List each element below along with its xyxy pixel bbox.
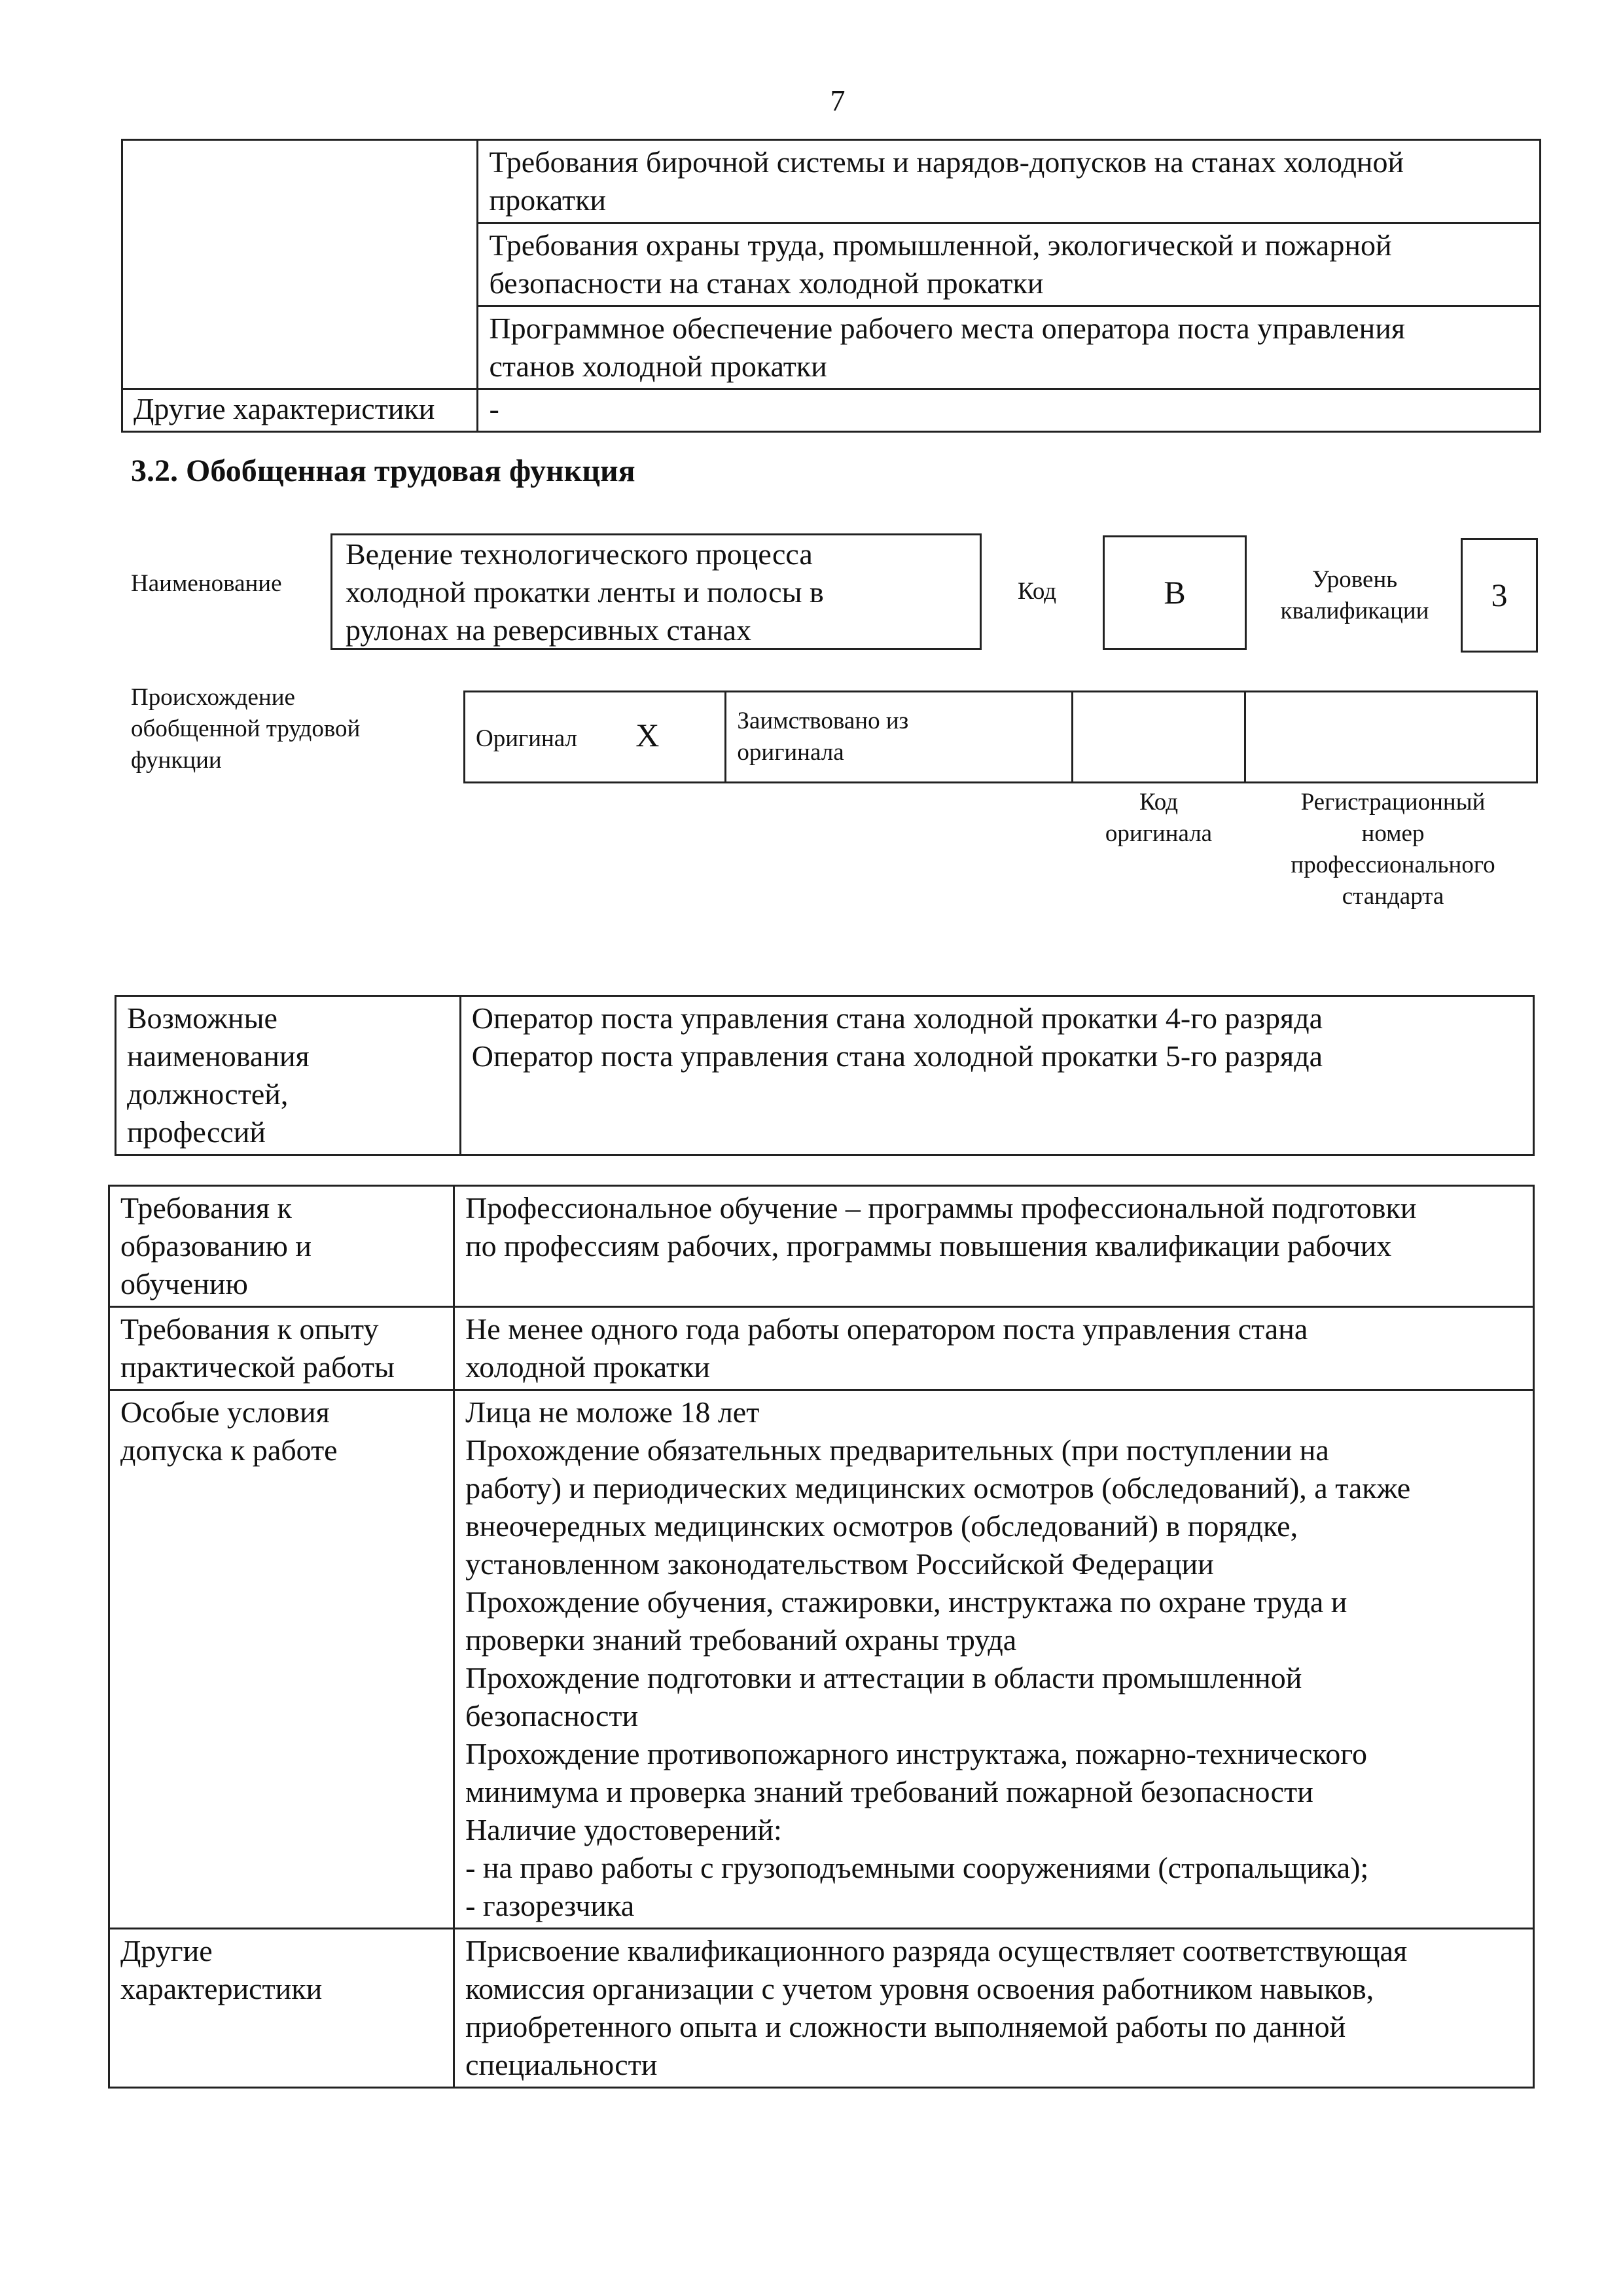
caption-line: Код — [1139, 789, 1179, 816]
cell-line: Требования бирочной системы и нарядов-допусков на станах холодной — [489, 145, 1404, 179]
table-row — [122, 140, 1541, 223]
borrowed-cell — [726, 692, 1072, 783]
top-table-cell — [478, 140, 1541, 223]
other-characteristics-label: Другие характеристики — [122, 389, 478, 432]
value-line: Профессиональное обучение – программы профессиональной подготовки — [465, 1191, 1417, 1225]
positions-table — [115, 995, 1535, 1156]
value-line: холодной прокатки — [465, 1350, 711, 1384]
cell-line: Требования охраны труда, промышленной, экологической и пожарной — [489, 228, 1392, 262]
level-label-line: Уровень — [1311, 566, 1398, 593]
original-label: Оригинал — [476, 725, 578, 752]
value-line: по профессиям рабочих, программы повышения квалификации рабочих — [465, 1229, 1392, 1263]
value-line: Прохождение противопожарного инструктажа, пожарно-технического — [465, 1737, 1367, 1770]
value-line: - на право работы с грузоподъемными сооружениями (стропальщика); — [465, 1851, 1369, 1884]
caption-line: профессионального — [1291, 852, 1495, 878]
label-line: Требования к — [120, 1191, 292, 1225]
original-code-cell — [1072, 692, 1245, 783]
label-line: практической работы — [120, 1350, 395, 1384]
requirement-value — [454, 1186, 1534, 1307]
caption-registration-number — [1247, 787, 1539, 912]
level-label-line: квалификации — [1280, 598, 1429, 624]
caption-line: Регистрационный — [1300, 789, 1486, 816]
cell-line: Программное обеспечение рабочего места оператора поста управления — [489, 312, 1406, 345]
borrowed-line: оригинала — [737, 739, 844, 766]
cell-line: станов холодной прокатки — [489, 350, 827, 383]
value-line: Не менее одного года работы оператором поста управления стана — [465, 1312, 1308, 1346]
value-line: работу) и периодических медицинских осмотров (обследований), а также — [465, 1471, 1411, 1505]
label-line: Другие — [120, 1934, 213, 1967]
requirement-label — [109, 1929, 454, 2088]
position-item: Оператор поста управления стана холодной прокатки 5-го разряда — [471, 1039, 1323, 1073]
table-row — [116, 996, 1534, 1155]
code-value: B — [1164, 574, 1186, 611]
table-row — [109, 1307, 1534, 1390]
origin-label-line: Происхождение — [131, 684, 295, 711]
label-line: наименования — [127, 1039, 310, 1073]
table-row — [109, 1390, 1534, 1929]
level-value: 3 — [1491, 577, 1508, 613]
original-mark: X — [635, 717, 660, 753]
name-line: рулонах на реверсивных станах — [346, 613, 751, 647]
requirements-table — [108, 1185, 1535, 2089]
value-line: специальности — [465, 2048, 658, 2081]
origin-label-line: обобщенной трудовой — [131, 715, 361, 742]
table-row — [465, 692, 1537, 783]
value-line: Прохождение обязательных предварительных (при поступлении на — [465, 1433, 1329, 1467]
table-row — [122, 389, 1541, 432]
positions-label — [116, 996, 461, 1155]
label-line: профессий — [127, 1115, 266, 1149]
requirement-value — [454, 1307, 1534, 1390]
level-value-box — [1461, 538, 1538, 653]
function-name-box — [330, 533, 982, 650]
caption-line: оригинала — [1105, 820, 1213, 847]
top-table-cell — [478, 306, 1541, 389]
label-line: должностей, — [127, 1077, 289, 1111]
value-line: установленном законодательством Российской Федерации — [465, 1547, 1214, 1581]
top-table-empty-cell — [122, 140, 478, 389]
code-label: Код — [1018, 578, 1057, 605]
label-line: допуска к работе — [120, 1433, 338, 1467]
origin-label-line: функции — [131, 747, 222, 774]
origin-label — [131, 682, 360, 776]
label-line: обучению — [120, 1267, 248, 1300]
value-line: Прохождение подготовки и аттестации в области промышленной — [465, 1661, 1302, 1695]
label-line: Требования к опыту — [120, 1312, 379, 1346]
requirement-value — [454, 1390, 1534, 1929]
table-row — [109, 1929, 1534, 2088]
requirement-label — [109, 1186, 454, 1307]
label-line: образованию и — [120, 1229, 312, 1263]
top-table — [121, 139, 1541, 433]
label-line: характеристики — [120, 1972, 323, 2005]
table-row — [109, 1186, 1534, 1307]
other-characteristics-value: - — [478, 389, 1541, 432]
value-line: проверки знаний требований охраны труда — [465, 1623, 1017, 1657]
value-line: Лица не моложе 18 лет — [465, 1395, 760, 1429]
requirement-value — [454, 1929, 1534, 2088]
caption-line: номер — [1361, 820, 1425, 847]
cell-line: прокатки — [489, 183, 607, 217]
requirement-label — [109, 1307, 454, 1390]
value-line: Прохождение обучения, стажировки, инструктажа по охране труда и — [465, 1585, 1347, 1619]
page-number: 7 — [830, 84, 846, 117]
registration-number-cell — [1245, 692, 1537, 783]
position-item: Оператор поста управления стана холодной прокатки 4-го разряда — [471, 1001, 1323, 1035]
origin-table — [463, 691, 1538, 783]
cell-line: безопасности на станах холодной прокатки — [489, 266, 1044, 300]
name-label: Наименование — [131, 570, 282, 597]
value-line: приобретенного опыта и сложности выполняемой работы по данной — [465, 2010, 1346, 2043]
name-line: Ведение технологического процесса — [346, 537, 813, 571]
value-line: внеочередных медицинских осмотров (обследований) в порядке, — [465, 1509, 1298, 1543]
value-line: - газорезчика — [465, 1889, 635, 1922]
original-cell — [465, 692, 726, 783]
level-label — [1263, 564, 1446, 627]
value-line: Наличие удостоверений: — [465, 1813, 782, 1846]
caption-line: стандарта — [1342, 883, 1444, 910]
name-line: холодной прокатки ленты и полосы в — [346, 575, 824, 609]
value-line: комиссия организации с учетом уровня освоения работником навыков, — [465, 1972, 1374, 2005]
caption-original-code — [1072, 787, 1245, 850]
requirement-label — [109, 1390, 454, 1929]
code-value-box — [1103, 535, 1247, 650]
label-line: Возможные — [127, 1001, 277, 1035]
value-line: минимума и проверка знаний требований пожарной безопасности — [465, 1775, 1313, 1808]
borrowed-line: Заимствовано из — [737, 708, 909, 734]
label-line: Особые условия — [120, 1395, 330, 1429]
value-line: Присвоение квалификационного разряда осуществляет соответствующая — [465, 1934, 1408, 1967]
top-table-cell — [478, 223, 1541, 306]
positions-values — [460, 996, 1533, 1155]
value-line: безопасности — [465, 1699, 639, 1732]
section-title: 3.2. Обобщенная трудовая функция — [131, 454, 635, 488]
